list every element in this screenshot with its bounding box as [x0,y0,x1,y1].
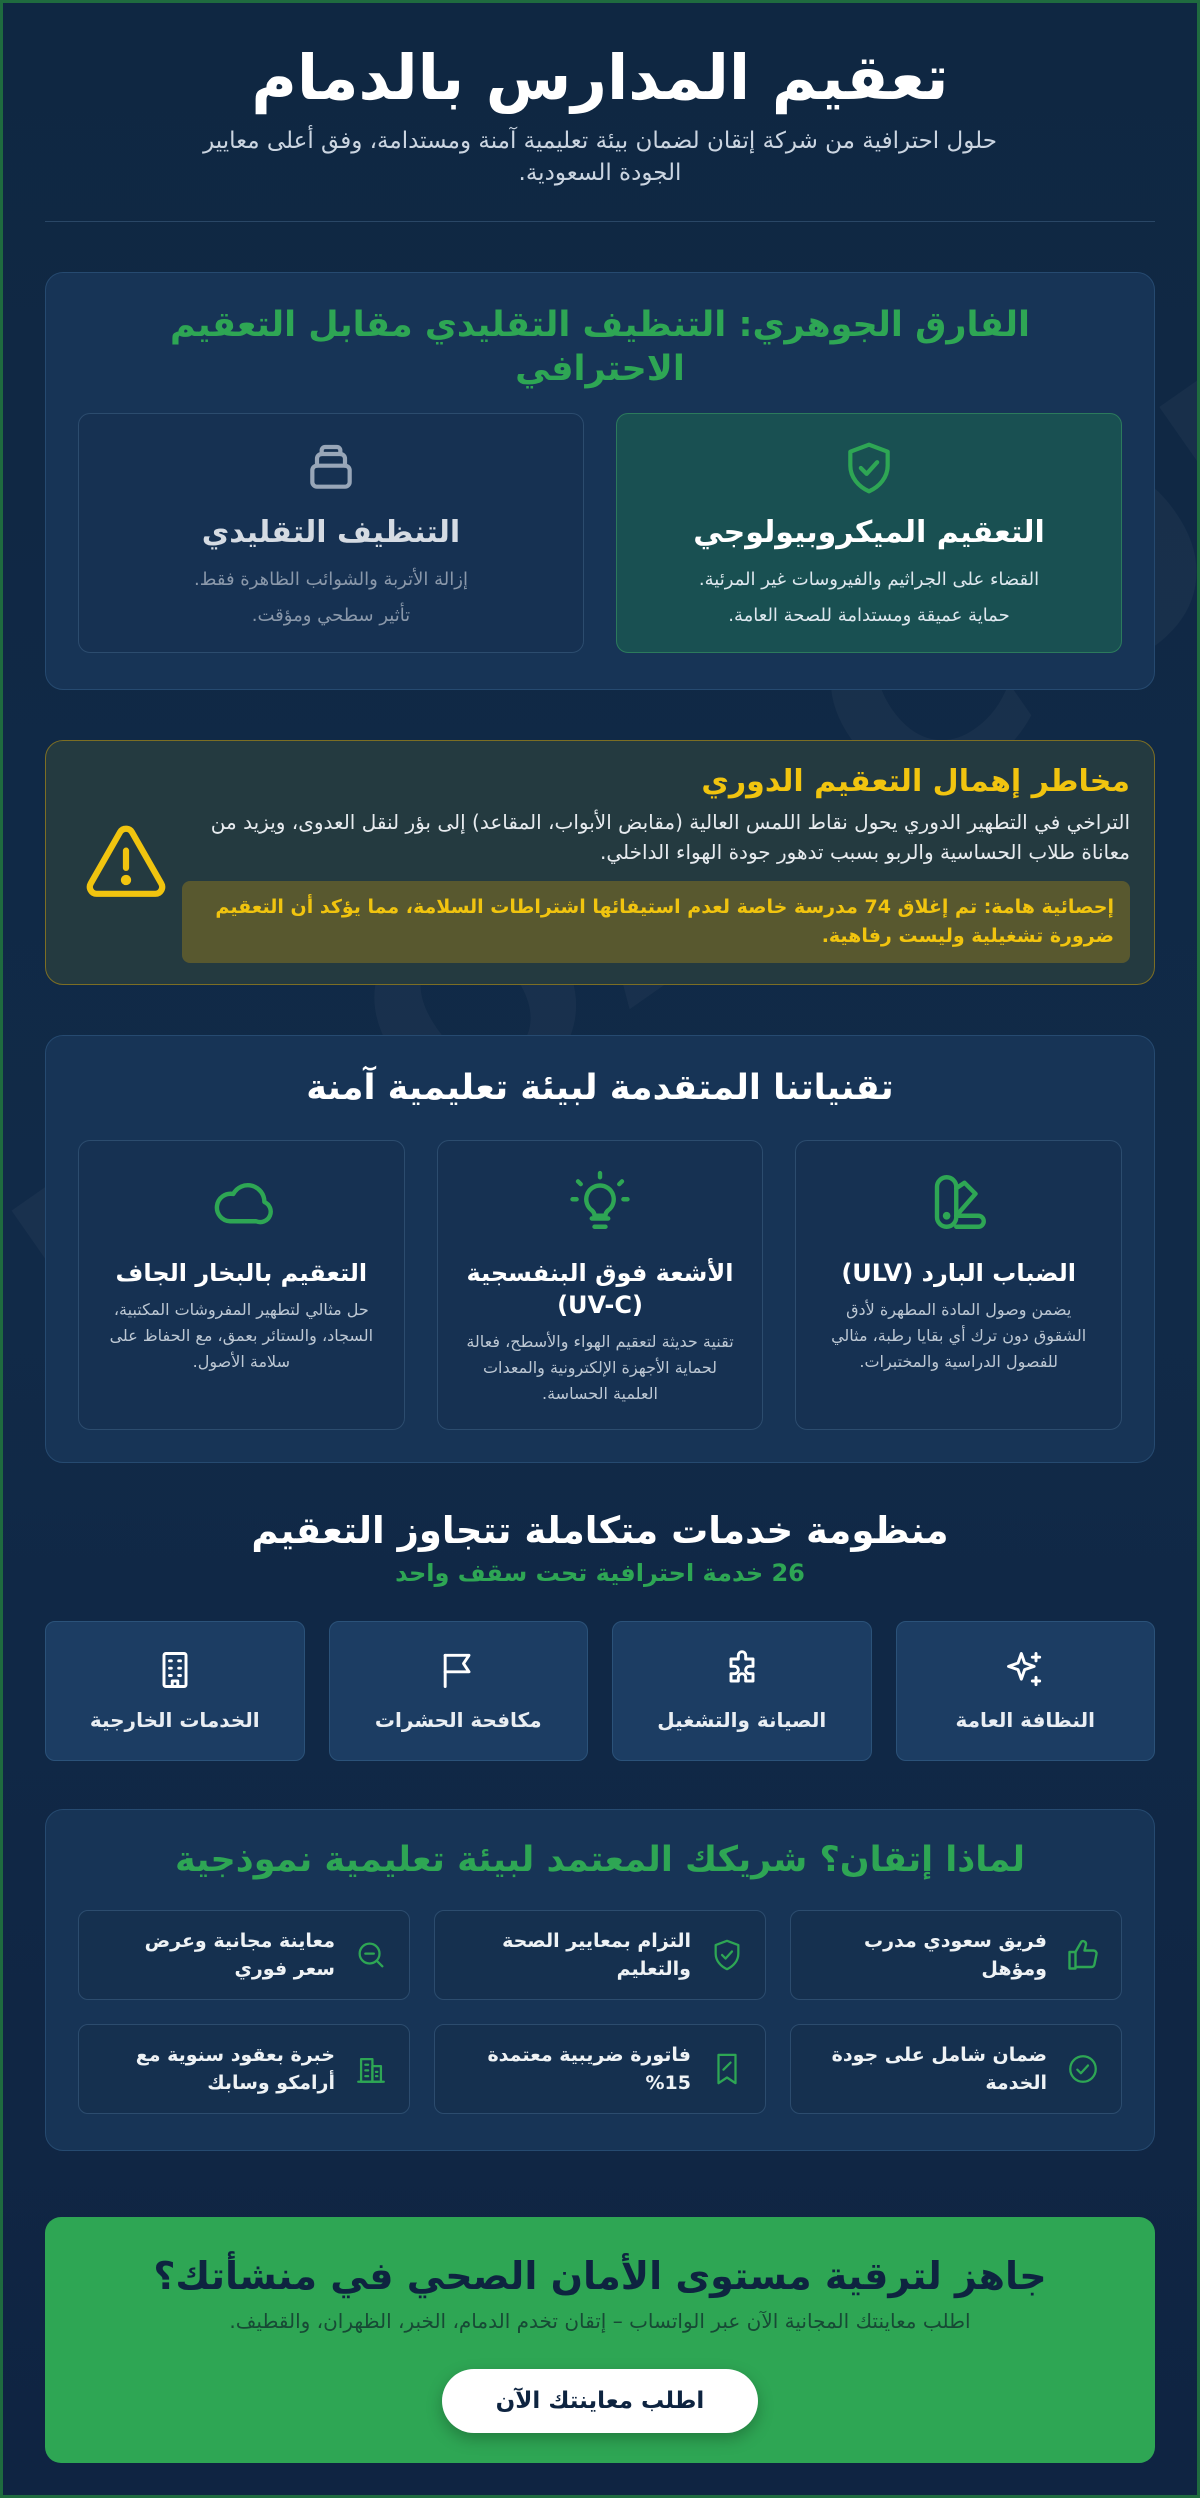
tech-ulv-text: يضمن وصول المادة المطهرة لأدق الشقوق دون ترك أي بقايا رطبة، مثالي للفصول الدراسية والمختبرات. [831,1300,1087,1371]
service-external[interactable] [45,1621,305,1761]
cta-text: اطلب معاينتك المجانية الآن عبر الواتساب – إتقان تخدم الدمام، الخبر، الظهران، والقطيف. [229,2309,971,2333]
microbial-line-1: القضاء على الجراثيم والفيروسات غير المرئية. [698,569,1040,590]
service-label: الخدمات الخارجية [89,1708,260,1732]
service-general-cleaning[interactable] [896,1621,1156,1761]
puzzle-icon [720,1677,764,1696]
tech-grid [78,1140,1122,1430]
service-label: الصيانة والتشغيل [657,1708,827,1732]
why-label: فاتورة ضريبية معتمدة 15% [487,2044,691,2094]
stack-icon [303,481,359,500]
traditional-title: التنظيف التقليدي [201,515,461,550]
traditional-line-1: إزالة الأتربة والشوائب الظاهرة فقط. [194,569,468,590]
why-section [45,1809,1155,2151]
check-circle-icon [1063,2052,1103,2086]
why-title: لماذا إتقان؟ شريكك المعتمد لبيئة تعليمية نموذجية [175,1840,1025,1880]
tech-steam-title: التعقيم بالبخار الجاف [115,1259,368,1287]
services-heading [45,1509,1155,1587]
traditional-card [78,413,584,653]
tech-uvc-text: تقنية حديثة لتعقيم الهواء والأسطح، فعالة لحماية الأجهزة الإلكترونية والمعدات العلمية الحساسة. [466,1332,734,1403]
thumbs-up-icon [1063,1937,1103,1973]
why-item-saudi-team [790,1910,1122,2000]
hero [45,3,1155,189]
search-icon [351,1938,391,1972]
shield-check-icon [841,481,897,500]
why-label: معاينة مجانية وعرض سعر فوري [144,1930,335,1980]
request-inspection-button[interactable]: اطلب معاينتك الآن [442,2369,758,2433]
services-subtitle: 26 خدمة احترافية تحت سقف واحد [395,1559,805,1587]
comparison-grid [78,413,1122,653]
bulb-icon [567,1220,633,1239]
tech-steam-text: حل مثالي لتطهير المفروشات المكتبية، السجاد، والستائر بعمق، مع الحفاظ على سلامة الأصول. [109,1300,374,1371]
services-grid [45,1621,1155,1761]
page-subtitle: حلول احترافية من شركة إتقان لضمان بيئة تعليمية آمنة ومستدامة، وفق أعلى معايير الجودة السعودية. [203,128,997,186]
tech-card-uvc [437,1140,764,1430]
tech-ulv-title: الضباب البارد (ULV) [841,1259,1077,1287]
building-icon [153,1677,197,1696]
cta-title: جاهز لترقية مستوى الأمان الصحي في منشأتك؟ [153,2254,1047,2298]
microbial-title: التعقيم الميكروبيولوجي [693,515,1045,550]
risk-statistic-note: إحصائية هامة: تم إغلاق 74 مدرسة خاصة لعدم استيفائها اشتراطات السلامة، مما يؤكد أن التعقيم ضرورة تشغيلية وليست رفاهية. [182,881,1130,963]
receipt-icon [707,2052,747,2086]
warning-icon [76,823,176,903]
risk-title: مخاطر إهمال التعقيم الدوري [701,763,1130,799]
shield-check-icon [707,1938,747,1972]
why-item-guarantee [790,2024,1122,2114]
microbial-card [616,413,1122,653]
why-item-standards [434,1910,766,2000]
sparkles-icon [1003,1677,1047,1696]
service-label: النظافة العامة [955,1708,1095,1732]
services-title: منظومة خدمات متكاملة تتجاوز التعقيم [251,1509,949,1552]
buildings-icon [351,2052,391,2086]
tech-card-steam [78,1140,405,1430]
divider [45,221,1155,222]
tech-title: تقنياتنا المتقدمة لبيئة تعليمية آمنة [306,1068,894,1108]
traditional-line-2: تأثير سطحي ومؤقت. [251,605,411,626]
comparison-section [45,272,1155,690]
tech-uvc-title: الأشعة فوق البنفسجية (UV-C) [466,1259,734,1319]
cta-section [45,2217,1155,2463]
comparison-title: الفارق الجوهري: التنظيف التقليدي مقابل التعقيم الاحترافي [169,305,1030,389]
why-label: فريق سعودي مدرب ومؤهل [863,1930,1047,1980]
spray-icon [926,1220,992,1239]
page-title: تعقيم المدارس بالدمام [251,41,949,114]
tech-card-ulv [795,1140,1122,1430]
why-label: خبرة بعقود سنوية مع أرامكو وسابك [135,2044,335,2094]
why-label: التزام بمعايير الصحة والتعليم [502,1930,691,1980]
services-section [45,1509,1155,1761]
risk-text: التراخي في التطهير الدوري يحول نقاط اللمس العالية (مقابض الأبواب، المقاعد) إلى بؤر لنقل العدوى، ويزيد من معاناة طلاب الحساسية والربو بسبب تدهور جودة الهواء الداخلي. [210,809,1130,864]
why-label: ضمان شامل على جودة الخدمة [831,2044,1047,2094]
service-maintenance[interactable] [612,1621,872,1761]
risk-section [45,740,1155,985]
why-grid [78,1910,1122,2114]
content [45,3,1155,2463]
why-item-free-inspection [78,1910,410,2000]
why-item-tax-invoice [434,2024,766,2114]
risk-body [182,763,1130,963]
microbial-line-2: حماية عميقة ومستدامة للصحة العامة. [728,605,1010,626]
service-pest-control[interactable] [329,1621,589,1761]
service-label: مكافحة الحشرات [374,1708,542,1732]
cloud-icon [208,1220,274,1239]
flag-icon [436,1677,480,1696]
why-item-experience [78,2024,410,2114]
tech-section [45,1035,1155,1463]
